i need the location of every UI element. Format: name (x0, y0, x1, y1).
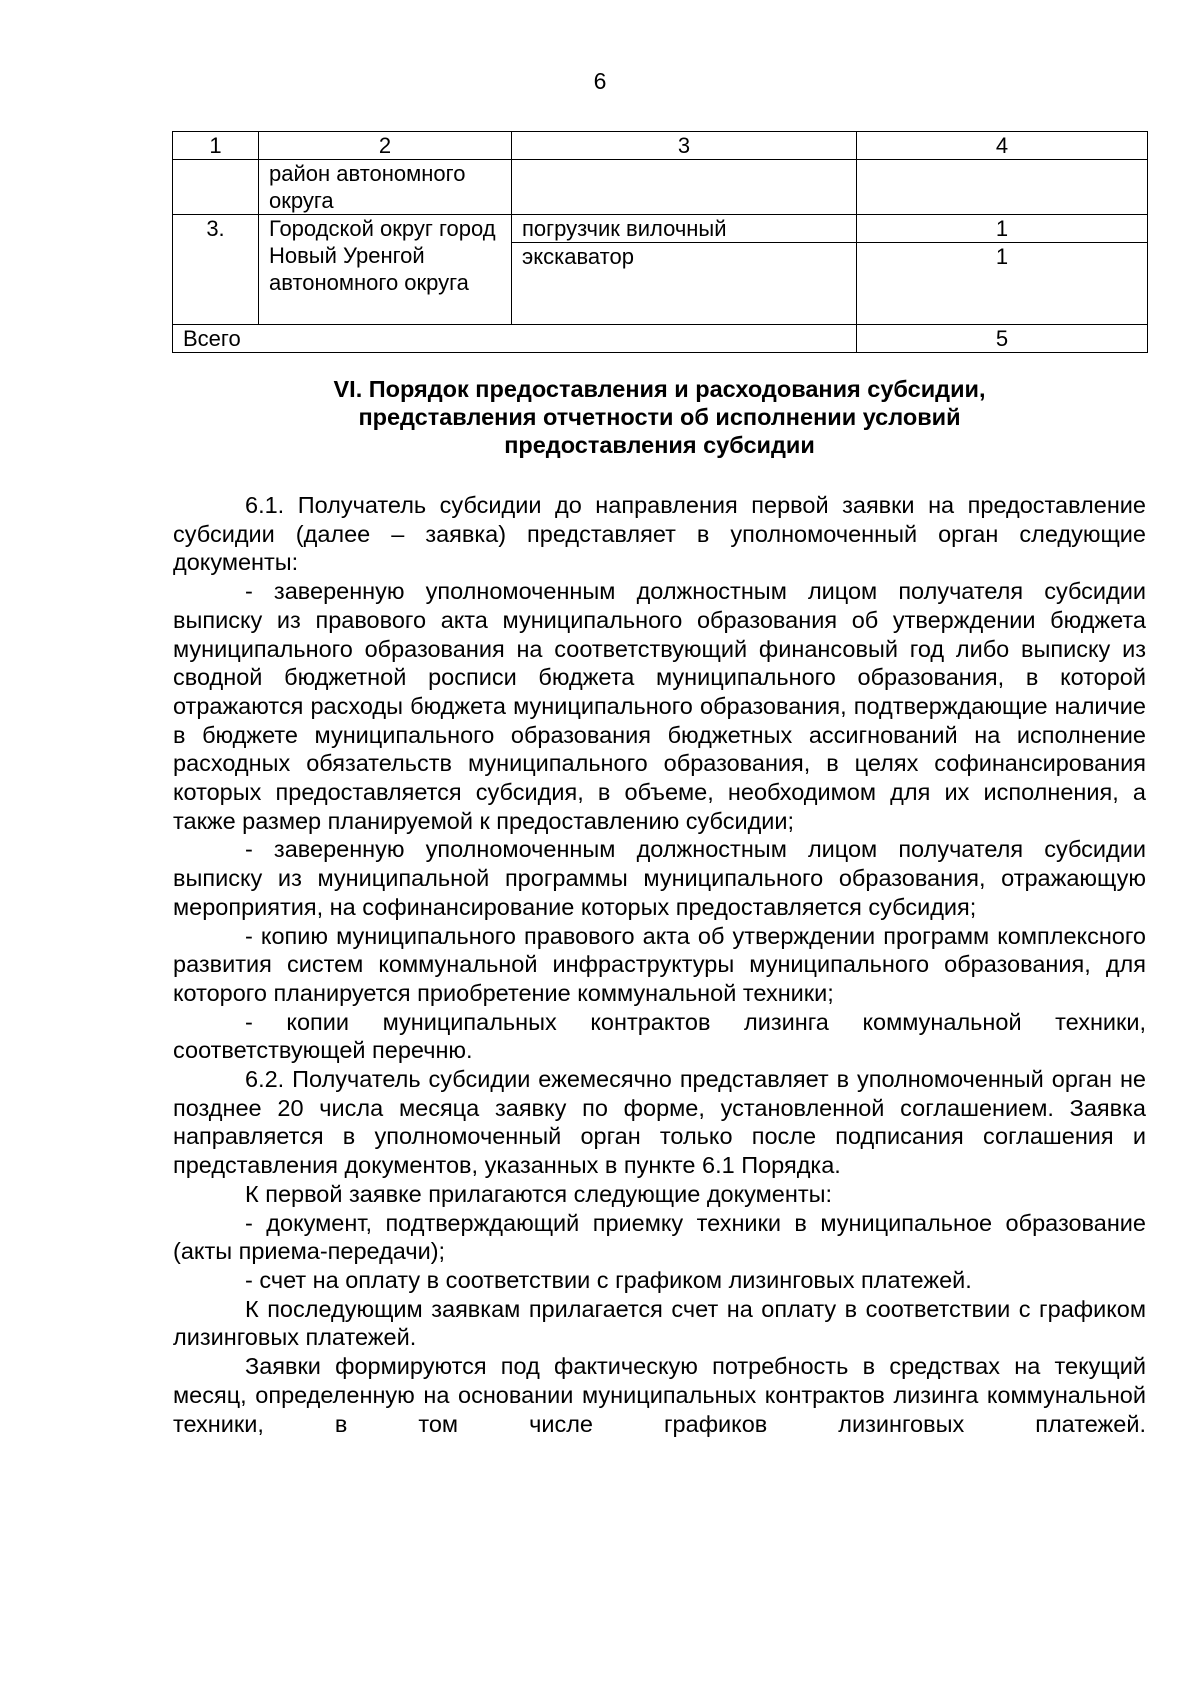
heading-line: VI. Порядок предоставления и расходования субсидии, (333, 376, 986, 402)
heading-line: предоставления субсидии (504, 432, 815, 458)
total-label: Всего (173, 325, 857, 353)
table-row (173, 215, 1148, 243)
list-item-contract-copies: - копии муниципальных контрактов лизинга коммунальной техники, соответствующей перечню. (173, 1008, 1146, 1064)
paragraph-first-application: К первой заявке прилагаются следующие документы: (245, 1180, 833, 1207)
municipality-cell: Городской округ город Новый Уренгой автономного округа (259, 215, 512, 325)
table-cell (173, 160, 259, 215)
paragraph-6-1: 6.1. Получатель субсидии до направления первой заявки на предоставление субсидии (далее – заявка) представляет в уполномоченный орган следующие документы: (173, 492, 1146, 576)
list-item-budget-extract: - заверенную уполномоченным должностным лицом получателя субсидии выписку из правового акта муниципального образования об утверждении бюджета муниципального образования на соответствующий финансовый год либо выписку из сводной бюджетной росписи бюджета муниципального образования, в которой отражаются расходы бюджета муниципального образования, подтверждающие наличие в бюджете муниципального образования бюджетных ассигнований на исполнение расходных обязательств муниципального образования, в целях софинансирования которых предоставляется субсидия, в объеме, необходимом для их исполнения, а также размер планируемой к предоставлению субсидии; (173, 578, 1146, 834)
equipment-name-cell: экскаватор (512, 243, 857, 325)
header-cell: 1 (173, 132, 259, 160)
header-cell: 4 (857, 132, 1148, 160)
total-row (173, 325, 1148, 353)
header-cell: 3 (512, 132, 857, 160)
paragraph-applications-formation: Заявки формируются под фактическую потребность в средствах на текущий месяц, определенную на основании муниципальных контрактов лизинга коммунальной техники, в том числе графиков лизинговых платежей. (173, 1353, 1146, 1437)
equipment-name-cell: погрузчик вилочный (512, 215, 857, 243)
paragraph-6-2: 6.2. Получатель субсидии ежемесячно представляет в уполномоченный орган не позднее 20 числа месяца заявку по форме, установленной соглашением. Заявка направляется в уполномоченный орган только после подписания соглашения и представления документов, указанных в пункте 6.1 Порядка. (173, 1066, 1146, 1179)
paragraph-subsequent-applications: К последующим заявкам прилагается счет на оплату в соответствии с графиком лизинговых платежей. (173, 1295, 1146, 1351)
quantity-cell: 1 (857, 215, 1148, 243)
equipment-table (172, 131, 1148, 353)
list-item-acceptance-document: - документ, подтверждающий приемку техники в муниципальное образование (акты приема-передачи); (173, 1209, 1146, 1265)
heading-line: представления отчетности об исполнении условий (358, 404, 961, 430)
table-row (173, 160, 1148, 215)
table-cell (512, 160, 857, 215)
list-item-act-copy: - копию муниципального правового акта об утверждении программ комплексного развития систем коммунальной инфраструктуры муниципального образования, для которого планируется приобретение коммунальной техники; (173, 922, 1146, 1006)
list-item-invoice: - счет на оплату в соответствии с графиком лизинговых платежей. (245, 1266, 972, 1293)
row-number-cell: 3. (173, 215, 259, 325)
total-value: 5 (857, 325, 1148, 353)
table-cell: район автономного округа (259, 160, 512, 215)
list-item-program-extract: - заверенную уполномоченным должностным лицом получателя субсидии выписку из муниципальной программы муниципального образования, отражающую мероприятия, на софинансирование которых предоставляется субсидия; (173, 836, 1146, 920)
page-number: 6 (593, 68, 607, 94)
table-cell (857, 160, 1148, 215)
quantity-cell: 1 (857, 243, 1148, 325)
section-heading (172, 375, 1147, 459)
header-cell: 2 (259, 132, 512, 160)
table-header-row (173, 132, 1148, 160)
body-text (173, 491, 1146, 1438)
